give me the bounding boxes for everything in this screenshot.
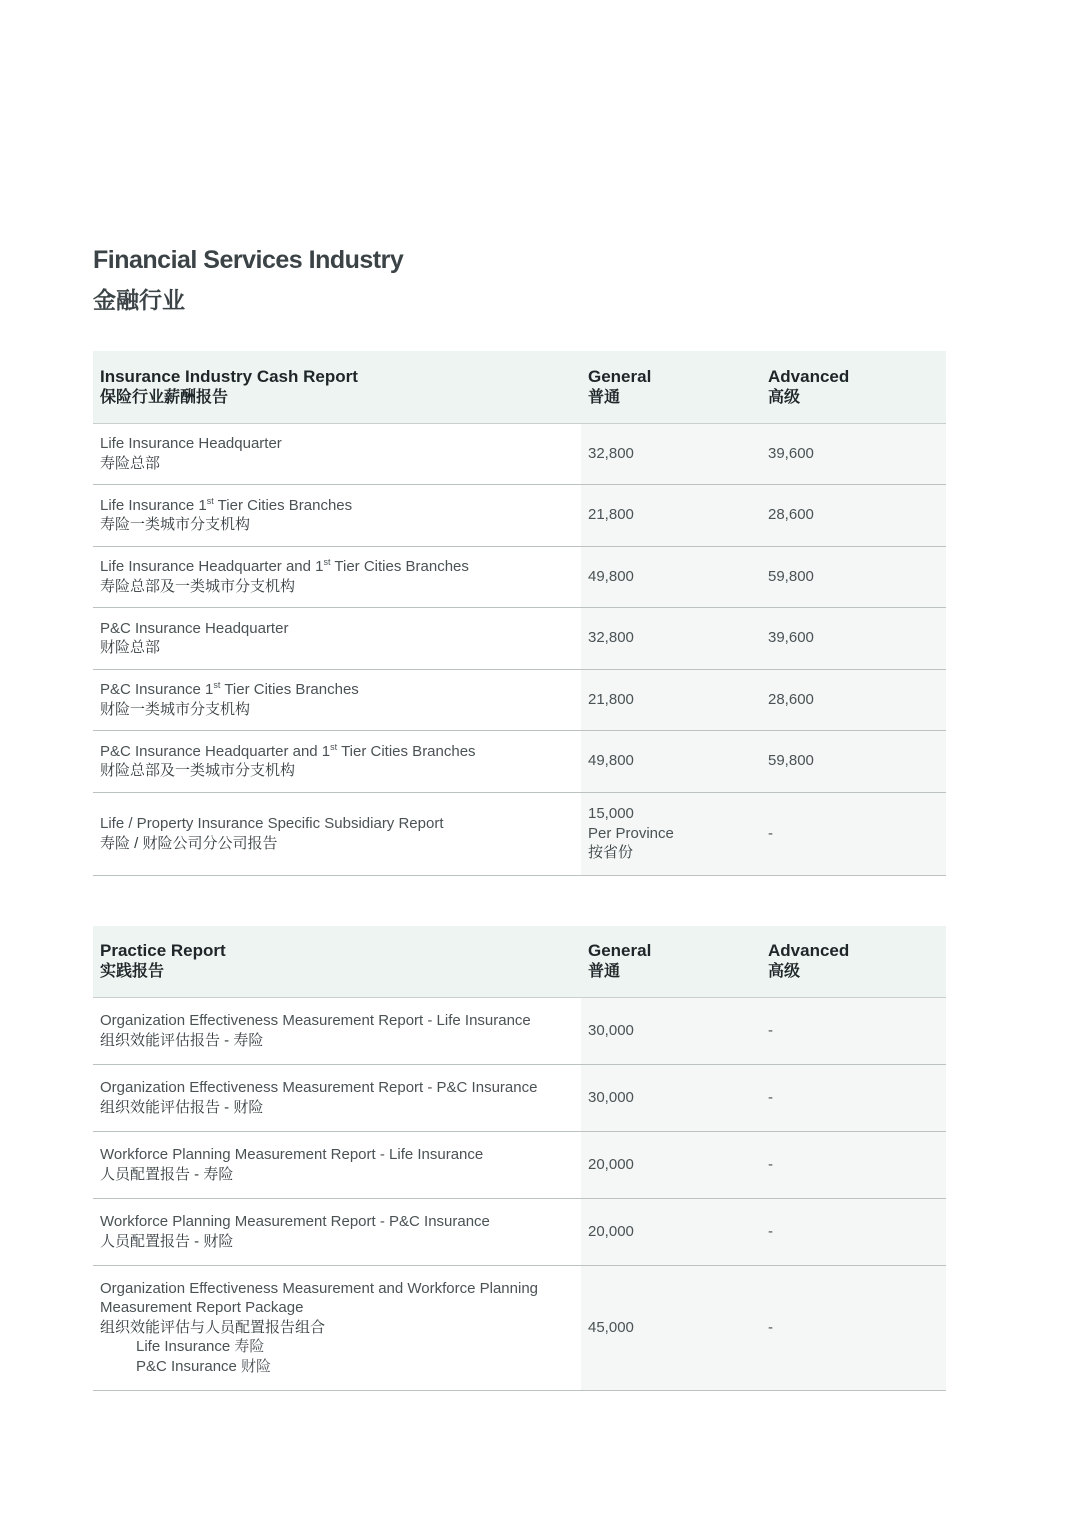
table-row	[93, 669, 946, 730]
section-heading	[93, 244, 403, 316]
advanced-price-cell: -	[761, 1198, 946, 1265]
header-advanced: Advanced 高级	[761, 926, 946, 997]
table-row	[93, 423, 946, 484]
insurance-cash-report-table	[93, 351, 946, 876]
header-advanced: Advanced 高级	[761, 351, 946, 423]
general-price-cell: 49,800	[581, 730, 761, 792]
header-report-name: Practice Report 实践报告	[93, 926, 581, 997]
report-name-cell: Workforce Planning Measurement Report - Life Insurance 人员配置报告 - 寿险	[93, 1131, 581, 1198]
heading-title-en: Financial Services Industry	[93, 246, 404, 274]
header-general: General 普通	[581, 926, 761, 997]
report-name-cell: Organization Effectiveness Measurement Report - P&C Insurance 组织效能评估报告 - 财险	[93, 1064, 581, 1131]
advanced-price-cell: -	[761, 792, 946, 875]
advanced-price-cell: -	[761, 1131, 946, 1198]
header-general: General 普通	[581, 351, 761, 423]
general-price-cell: 32,800	[581, 607, 761, 669]
report-name-cell: Life / Property Insurance Specific Subsidiary Report 寿险 / 财险公司分公司报告	[93, 792, 581, 875]
advanced-price-cell: 28,600	[761, 484, 946, 546]
advanced-price-cell: 39,600	[761, 423, 946, 484]
report-name-cell: Life Insurance 1st Tier Cities Branches 寿险一类城市分支机构	[93, 484, 581, 546]
general-price-cell: 15,000 Per Province 按省份	[581, 792, 761, 875]
general-price-cell: 21,800	[581, 669, 761, 730]
report-name-cell: P&C Insurance Headquarter and 1st Tier Cities Branches 财险总部及一类城市分支机构	[93, 730, 581, 792]
table-row	[93, 1265, 946, 1390]
report-name-cell: P&C Insurance 1st Tier Cities Branches 财险一类城市分支机构	[93, 669, 581, 730]
general-price-cell: 49,800	[581, 546, 761, 607]
header-report-name: Insurance Industry Cash Report 保险行业薪酬报告	[93, 351, 581, 423]
table-row	[93, 730, 946, 792]
table-row	[93, 546, 946, 607]
practice-report-table	[93, 926, 946, 1391]
report-name-cell: Organization Effectiveness Measurement and Workforce Planning Measurement Report Package 组织效能评估与人员配置报告组合 Life Insurance 寿险 P&C Insurance 财险	[93, 1265, 581, 1390]
general-price-cell: 45,000	[581, 1265, 761, 1390]
general-price-cell: 30,000	[581, 997, 761, 1064]
table-row	[93, 484, 946, 546]
table-header-row	[93, 926, 946, 997]
advanced-price-cell: 59,800	[761, 546, 946, 607]
table-row	[93, 1131, 946, 1198]
general-price-cell: 20,000	[581, 1131, 761, 1198]
table-row	[93, 607, 946, 669]
report-name-cell: P&C Insurance Headquarter 财险总部	[93, 607, 581, 669]
advanced-price-cell: -	[761, 1064, 946, 1131]
heading-title-zh: 金融行业	[93, 287, 185, 313]
general-price-cell: 32,800	[581, 423, 761, 484]
table-header-row	[93, 351, 946, 423]
report-name-cell: Life Insurance Headquarter and 1st Tier Cities Branches 寿险总部及一类城市分支机构	[93, 546, 581, 607]
package-item-life: Life Insurance 寿险	[136, 1338, 265, 1356]
advanced-price-cell: 28,600	[761, 669, 946, 730]
general-price-cell: 20,000	[581, 1198, 761, 1265]
report-name-cell: Organization Effectiveness Measurement Report - Life Insurance 组织效能评估报告 - 寿险	[93, 997, 581, 1064]
advanced-price-cell: 59,800	[761, 730, 946, 792]
general-price-cell: 30,000	[581, 1064, 761, 1131]
general-price-cell: 21,800	[581, 484, 761, 546]
advanced-price-cell: -	[761, 997, 946, 1064]
table-row	[93, 997, 946, 1064]
advanced-price-cell: 39,600	[761, 607, 946, 669]
table-row	[93, 792, 946, 875]
report-name-cell: Life Insurance Headquarter 寿险总部	[93, 423, 581, 484]
package-item-pc: P&C Insurance 财险	[136, 1357, 272, 1375]
report-name-cell: Workforce Planning Measurement Report - P&C Insurance 人员配置报告 - 财险	[93, 1198, 581, 1265]
table-row	[93, 1198, 946, 1265]
advanced-price-cell: -	[761, 1265, 946, 1390]
table-row	[93, 1064, 946, 1131]
